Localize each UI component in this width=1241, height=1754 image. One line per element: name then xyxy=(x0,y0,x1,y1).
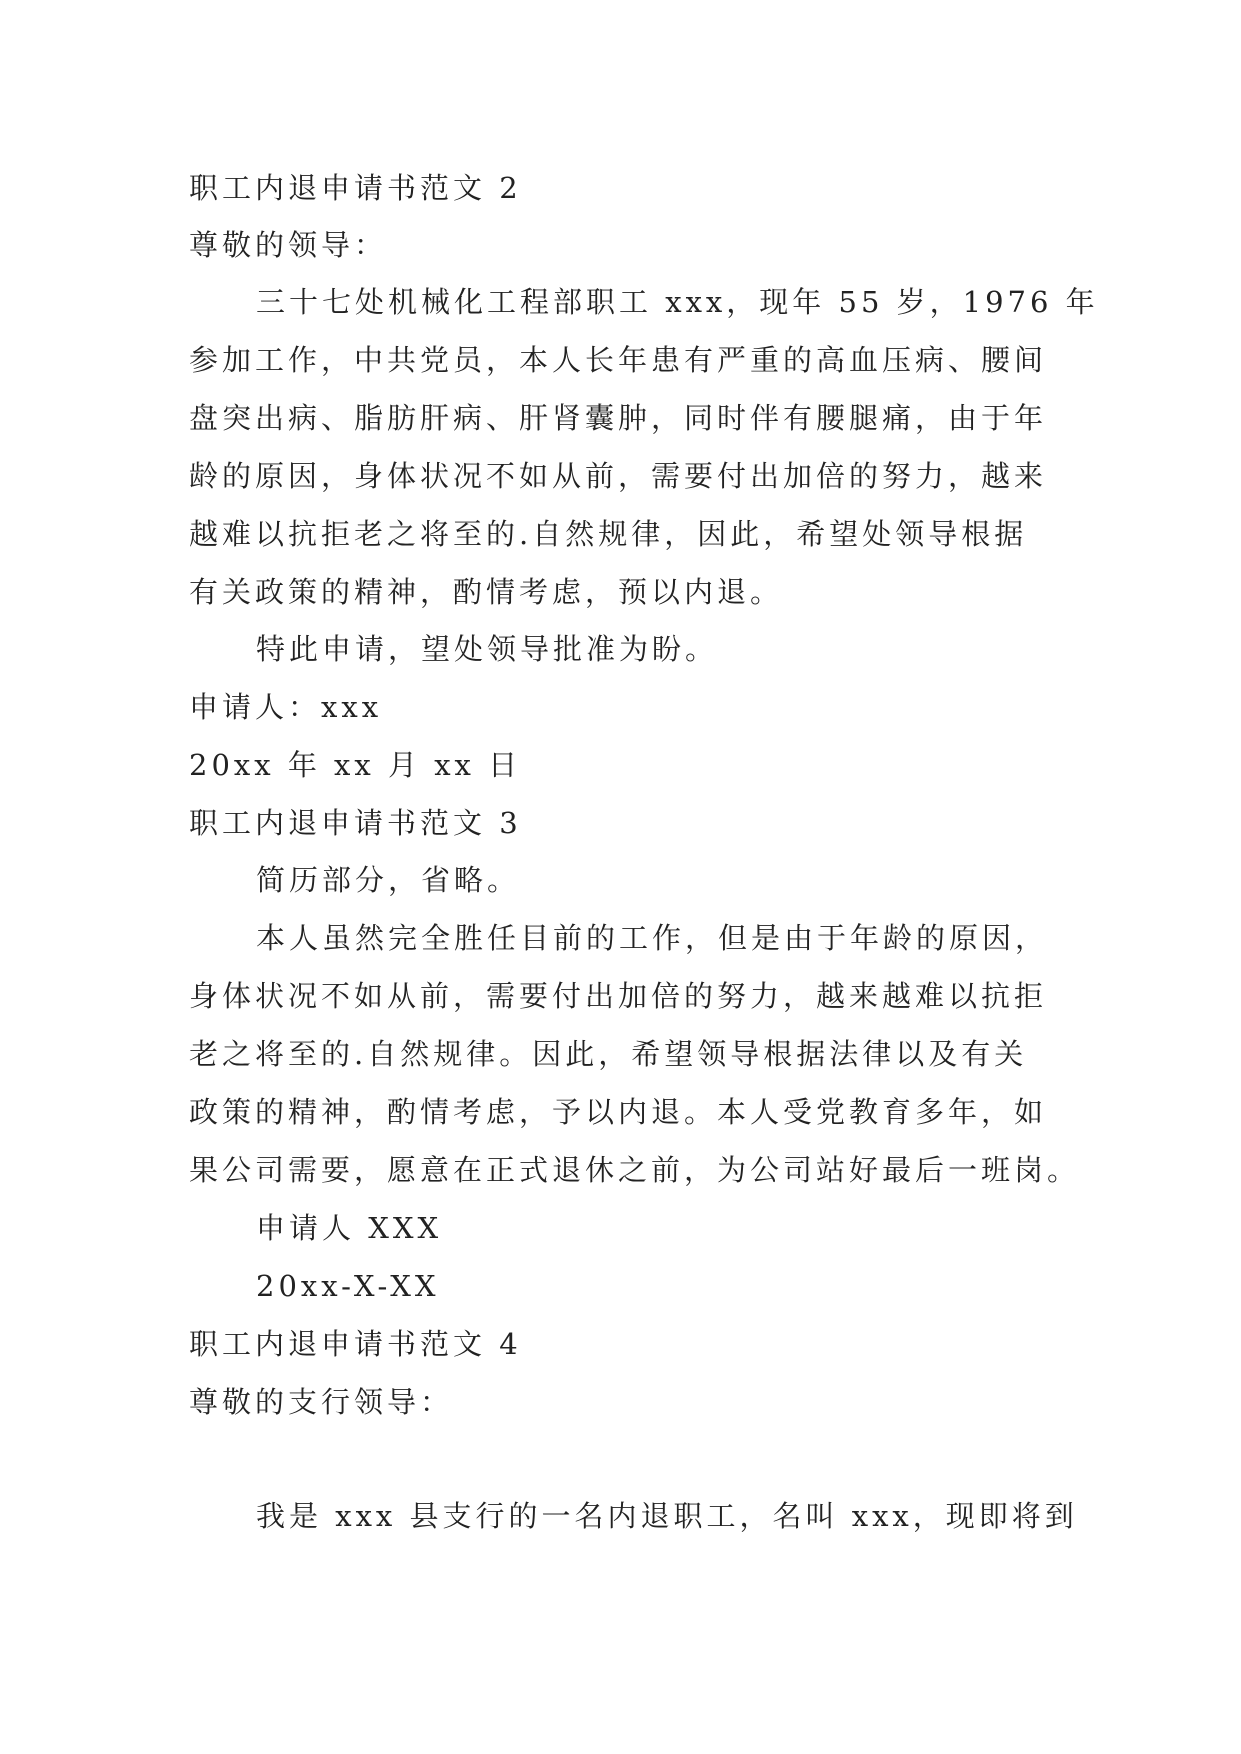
applicant-line: 申请人：xxx xyxy=(189,690,383,724)
date-line: 20xx-X-XX xyxy=(256,1269,440,1303)
body-line: 越难以抗拒老之将至的.自然规律，因此，希望处领导根据 xyxy=(189,517,1028,551)
section-title-2: 职工内退申请书范文 2 xyxy=(189,171,522,205)
section-title-3: 职工内退申请书范文 3 xyxy=(189,806,522,840)
salutation: 尊敬的支行领导： xyxy=(189,1385,454,1419)
body-line: 三十七处机械化工程部职工 xxx，现年 55 岁，1976 年 xyxy=(256,285,1099,319)
body-line: 有关政策的精神，酌情考虑，预以内退。 xyxy=(189,575,784,609)
closing-line: 特此申请，望处领导批准为盼。 xyxy=(256,632,719,666)
body-line: 简历部分，省略。 xyxy=(256,863,521,897)
date-line: 20xx 年 xx 月 xx 日 xyxy=(189,748,522,782)
salutation: 尊敬的领导： xyxy=(189,228,388,262)
applicant-line: 申请人 XXX xyxy=(256,1211,443,1245)
body-line: 参加工作，中共党员，本人长年患有严重的高血压病、腰间 xyxy=(189,343,1048,377)
body-line: 果公司需要，愿意在正式退休之前，为公司站好最后一班岗。 xyxy=(189,1153,1081,1187)
body-line: 盘突出病、脂肪肝病、肝肾囊肿，同时伴有腰腿痛，由于年 xyxy=(189,401,1048,435)
body-line: 我是 xxx 县支行的一名内退职工，名叫 xxx，现即将到 xyxy=(256,1499,1078,1533)
body-line: 老之将至的.自然规律。因此，希望领导根据法律以及有关 xyxy=(189,1037,1028,1071)
section-title-4: 职工内退申请书范文 4 xyxy=(189,1327,522,1361)
body-line: 政策的精神，酌情考虑，予以内退。本人受党教育多年，如 xyxy=(189,1095,1048,1129)
body-line: 龄的原因，身体状况不如从前，需要付出加倍的努力，越来 xyxy=(189,459,1048,493)
body-line: 本人虽然完全胜任目前的工作，但是由于年龄的原因， xyxy=(256,921,1049,955)
body-line: 身体状况不如从前，需要付出加倍的努力，越来越难以抗拒 xyxy=(189,979,1048,1013)
